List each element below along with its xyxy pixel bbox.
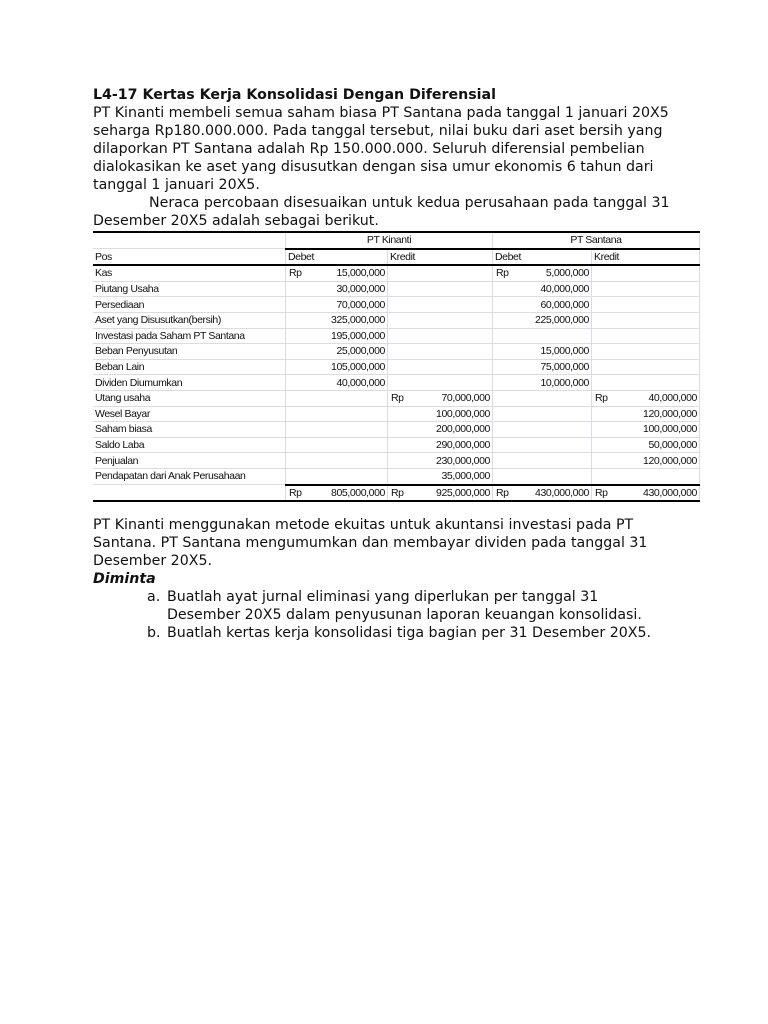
- amount-cell: [286, 390, 388, 406]
- pos-cell: Saham biasa: [93, 422, 286, 438]
- amount-cell: [388, 390, 493, 406]
- amount-cell: [592, 344, 700, 360]
- header-pos: Pos: [93, 249, 286, 266]
- amount-cell: [388, 312, 493, 328]
- trial-balance-table: [93, 231, 700, 502]
- amount-cell: [286, 485, 388, 502]
- amount-cell: [388, 265, 493, 281]
- amount-value: 40,000,000: [336, 376, 385, 389]
- amount-value: 15,000,000: [540, 345, 589, 358]
- company-header-santana: PT Santana: [493, 232, 700, 249]
- currency-label: Rp: [595, 392, 608, 405]
- header-debet: Debet: [286, 249, 388, 266]
- amount-cell: [592, 390, 700, 406]
- amount-value: 70,000,000: [336, 298, 385, 311]
- pos-cell: Beban Penyusutan: [93, 344, 286, 360]
- pos-cell: Dividen Diumumkan: [93, 375, 286, 391]
- amount-cell: [592, 406, 700, 422]
- amount-value: 925,000,000: [436, 486, 490, 499]
- amount-cell: [286, 468, 388, 484]
- amount-value: 430,000,000: [535, 486, 589, 499]
- table-row: [93, 453, 700, 469]
- amount-value: 290,000,000: [436, 439, 490, 452]
- amount-cell: [286, 359, 388, 375]
- table-row: [93, 328, 700, 344]
- amount-cell: [388, 422, 493, 438]
- amount-cell: [493, 390, 592, 406]
- amount-cell: [388, 281, 493, 297]
- amount-value: 225,000,000: [535, 314, 589, 327]
- amount-value: 40,000,000: [540, 283, 589, 296]
- list-marker: a.: [147, 589, 161, 605]
- intro-paragraph: PT Kinanti membeli semua saham biasa PT Santana pada tanggal 1 januari 20X5 seharga Rp180.000.000. Pada tanggal tersebut, nilai buku dari aset bersih yang dilaporkan PT Santana adalah Rp 150.000.000. Seluruh diferensial pembelian dialokasikan ke aset yang disusutkan dengan sisa umur ekonomis 6 tahun dari tanggal 1 januari 20X5.: [93, 105, 669, 193]
- amount-cell: [388, 328, 493, 344]
- amount-value: 100,000,000: [643, 423, 697, 436]
- amount-cell: [286, 375, 388, 391]
- amount-value: 25,000,000: [336, 345, 385, 358]
- table-row: [93, 422, 700, 438]
- amount-cell: [493, 468, 592, 484]
- table-row: [93, 468, 700, 484]
- blank-cell: [93, 485, 286, 502]
- pos-cell: Saldo Laba: [93, 437, 286, 453]
- table-row: [93, 265, 700, 281]
- amount-cell: [388, 437, 493, 453]
- amount-cell: [286, 437, 388, 453]
- amount-cell: [493, 422, 592, 438]
- amount-cell: [592, 359, 700, 375]
- amount-cell: [286, 265, 388, 281]
- table-row: [93, 344, 700, 360]
- amount-cell: [388, 297, 493, 313]
- amount-cell: [493, 485, 592, 502]
- amount-value: 70,000,000: [441, 392, 490, 405]
- amount-cell: [592, 453, 700, 469]
- pos-cell: Beban Lain: [93, 359, 286, 375]
- list-text: Buatlah kertas kerja konsolidasi tiga bagian per 31 Desember 20X5.: [167, 625, 652, 641]
- amount-cell: [592, 468, 700, 484]
- table-row: [93, 390, 700, 406]
- list-item: [147, 588, 667, 624]
- amount-cell: [592, 265, 700, 281]
- table-row: [93, 297, 700, 313]
- list-text: Buatlah ayat jurnal eliminasi yang diperlukan per tanggal 31 Desember 20X5 dalam penyusunan laporan keuangan konsolidasi.: [167, 589, 642, 623]
- table-row: [93, 406, 700, 422]
- amount-cell: [493, 437, 592, 453]
- amount-value: 230,000,000: [436, 454, 490, 467]
- amount-cell: [493, 297, 592, 313]
- method-paragraph: PT Kinanti menggunakan metode ekuitas untuk akuntansi investasi pada PT Santana. PT Santana mengumumkan dan membayar dividen pada tanggal 31 Desember 20X5.: [93, 517, 648, 569]
- amount-cell: [493, 453, 592, 469]
- pos-cell: Persediaan: [93, 297, 286, 313]
- amount-cell: [592, 422, 700, 438]
- amount-value: 10,000,000: [540, 376, 589, 389]
- currency-label: Rp: [496, 267, 509, 280]
- amount-cell: [592, 328, 700, 344]
- amount-value: 15,000,000: [336, 267, 385, 280]
- amount-cell: [286, 344, 388, 360]
- header-kredit: Kredit: [592, 249, 700, 266]
- amount-value: 50,000,000: [648, 439, 697, 452]
- amount-value: 430,000,000: [643, 486, 697, 499]
- amount-cell: [286, 406, 388, 422]
- amount-cell: [286, 328, 388, 344]
- amount-cell: [286, 297, 388, 313]
- currency-label: Rp: [496, 486, 509, 499]
- pos-cell: Pendapatan dari Anak Perusahaan: [93, 468, 286, 484]
- amount-cell: [388, 453, 493, 469]
- amount-cell: [592, 375, 700, 391]
- amount-value: 75,000,000: [540, 361, 589, 374]
- amount-cell: [493, 359, 592, 375]
- currency-label: Rp: [289, 267, 302, 280]
- amount-cell: [388, 406, 493, 422]
- amount-value: 30,000,000: [336, 283, 385, 296]
- currency-label: Rp: [289, 486, 302, 499]
- header-kredit: Kredit: [388, 249, 493, 266]
- amount-cell: [592, 281, 700, 297]
- pos-cell: Piutang Usaha: [93, 281, 286, 297]
- amount-cell: [388, 485, 493, 502]
- amount-value: 195,000,000: [331, 329, 385, 342]
- amount-cell: [388, 468, 493, 484]
- amount-cell: [286, 281, 388, 297]
- table-row: [93, 437, 700, 453]
- amount-value: 200,000,000: [436, 423, 490, 436]
- amount-value: 100,000,000: [436, 407, 490, 420]
- amount-value: 35,000,000: [441, 470, 490, 483]
- amount-cell: [493, 265, 592, 281]
- pos-cell: Utang usaha: [93, 390, 286, 406]
- amount-value: 120,000,000: [643, 454, 697, 467]
- amount-cell: [388, 359, 493, 375]
- list-item: [147, 624, 667, 642]
- amount-cell: [493, 375, 592, 391]
- amount-cell: [286, 422, 388, 438]
- pos-cell: Wesel Bayar: [93, 406, 286, 422]
- amount-value: 105,000,000: [331, 361, 385, 374]
- pos-cell: Investasi pada Saham PT Santana: [93, 328, 286, 344]
- amount-cell: [493, 406, 592, 422]
- pos-cell: Aset yang Disusutkan(bersih): [93, 312, 286, 328]
- list-marker: b.: [147, 625, 161, 641]
- amount-cell: [592, 485, 700, 502]
- table-row: [93, 375, 700, 391]
- amount-cell: [493, 344, 592, 360]
- totals-row: [93, 485, 700, 502]
- amount-cell: [592, 437, 700, 453]
- currency-label: Rp: [595, 486, 608, 499]
- pos-cell: Kas: [93, 265, 286, 281]
- amount-cell: [388, 375, 493, 391]
- amount-cell: [388, 344, 493, 360]
- amount-cell: [286, 312, 388, 328]
- amount-cell: [493, 281, 592, 297]
- amount-value: 325,000,000: [331, 314, 385, 327]
- exercise-title: L4-17 Kertas Kerja Konsolidasi Dengan Diferensial: [93, 87, 496, 103]
- pos-cell: Penjualan: [93, 453, 286, 469]
- table-row: [93, 312, 700, 328]
- trial-balance-intro: Neraca percobaan disesuaikan untuk kedua perusahaan pada tanggal 31 Desember 20X5 adalah sebagai berikut.: [93, 195, 670, 229]
- currency-label: Rp: [391, 392, 404, 405]
- amount-cell: [493, 328, 592, 344]
- amount-cell: [592, 297, 700, 313]
- diminta-heading: Diminta: [93, 571, 156, 587]
- amount-cell: [592, 312, 700, 328]
- blank-header: [93, 232, 286, 249]
- amount-value: 120,000,000: [643, 407, 697, 420]
- amount-cell: [286, 453, 388, 469]
- amount-value: 40,000,000: [648, 392, 697, 405]
- currency-label: Rp: [391, 486, 404, 499]
- amount-value: 5,000,000: [545, 267, 589, 280]
- amount-value: 60,000,000: [540, 298, 589, 311]
- company-header-kinanti: PT Kinanti: [286, 232, 493, 249]
- table-row: [93, 281, 700, 297]
- table-row: [93, 359, 700, 375]
- amount-cell: [493, 312, 592, 328]
- header-debet: Debet: [493, 249, 592, 266]
- amount-value: 805,000,000: [331, 486, 385, 499]
